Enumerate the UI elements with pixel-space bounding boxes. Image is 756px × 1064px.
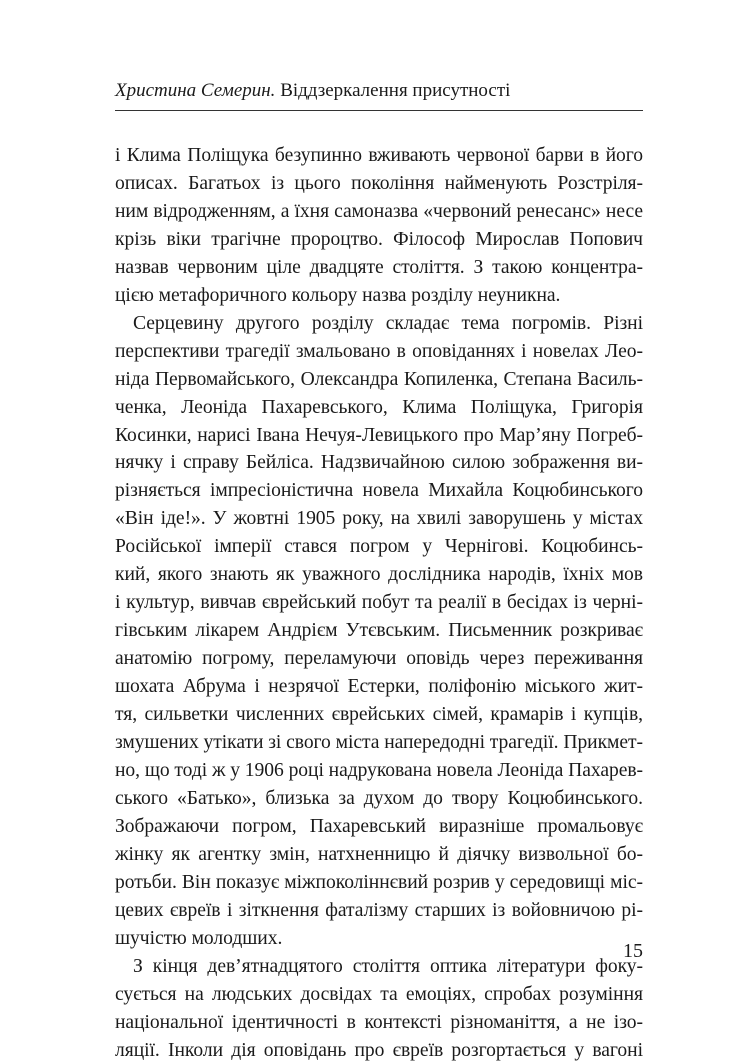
text-line: «Він іде!». У жовтні 1905 року, на хвилі заворушень у містах (115, 505, 643, 533)
body-text (115, 142, 643, 1064)
text-line: Косинки, нарисі Івана Нечуя-Левицького про Мар’яну Погреб- (115, 422, 643, 450)
running-head-author: Христина Семерин. (115, 80, 275, 101)
text-line: гівським лікарем Андрієм Утєвським. Письменник розкриває (115, 617, 643, 645)
text-line: анатомію погрому, переламуючи оповідь через переживання (115, 645, 643, 673)
running-head-title: Віддзеркалення присутності (280, 80, 510, 101)
text-line: жінку як агентку змін, натхненницю й діячку визвольної бо- (115, 841, 643, 869)
text-line: Російської імперії стався погром у Чернігові. Коцюбинсь- (115, 533, 643, 561)
text-line: і культур, вивчав єврейський побут та реалії в бесідах із черні- (115, 589, 643, 617)
text-line: крізь віки трагічне пророцтво. Філософ Мирослав Попович (115, 226, 643, 254)
text-line: шохата Абрума і незрячої Естерки, поліфонію міського жит- (115, 673, 643, 701)
text-line: ніда Первомайського, Олександра Копиленка, Степана Василь- (115, 366, 643, 394)
text-line: ротьби. Він показує міжпоколіннєвий розрив у середовищі міс- (115, 869, 643, 897)
text-line: ним відродженням, а їхня самоназва «червоний ренесанс» несе (115, 198, 643, 226)
text-line: і Клима Поліщука безупинно вживають червоної барви в його (115, 142, 643, 170)
header-rule (115, 110, 643, 111)
text-line: тя, сильветки численних єврейських сімей, крамарів і купців, (115, 701, 643, 729)
text-line: цевих євреїв і зіткнення фаталізму старших із войовничою рі- (115, 897, 643, 925)
paragraph-2 (115, 310, 643, 953)
text-line: но, що тоді ж у 1906 році надрукована новела Леоніда Пахарев- (115, 757, 643, 785)
text-line: ляції. Інколи дія оповідань про євреїв розгортається у вагоні (115, 1037, 643, 1064)
text-line: національної ідентичності в контексті різноманіття, а не ізо- (115, 1009, 643, 1037)
text-line: сується на людських досвідах та емоціях, спробах розуміння (115, 981, 643, 1009)
text-line: нячку і справу Бейліса. Надзвичайною силою зображення ви- (115, 449, 643, 477)
text-line: З кінця дев’ятнадцятого століття оптика літератури фоку- (115, 953, 643, 981)
text-line: ченка, Леоніда Пахаревського, Клима Поліщука, Григорія (115, 394, 643, 422)
text-line: цією метафоричного кольору назва розділу неуникна. (115, 282, 643, 310)
text-line: Зображаючи погром, Пахаревський виразніше промальовує (115, 813, 643, 841)
text-line: перспективи трагедії змальовано в оповіданнях і новелах Лео- (115, 338, 643, 366)
paragraph-3 (115, 953, 643, 1064)
text-line: описах. Багатьох із цього покоління найменують Розстріля- (115, 170, 643, 198)
running-head (115, 78, 643, 104)
text-line: кий, якого знають як уважного дослідника народів, їхніх мов (115, 561, 643, 589)
paragraph-1 (115, 142, 643, 310)
page-number: 15 (623, 938, 643, 964)
text-line: Серцевину другого розділу складає тема погромів. Різні (115, 310, 643, 338)
text-line: ського «Батько», близька за духом до твору Коцюбинського. (115, 785, 643, 813)
text-line: назвав червоним ціле двадцяте століття. З такою концентра- (115, 254, 643, 282)
text-line: змушених утікати зі свого міста напередодні трагедії. Прикмет- (115, 729, 643, 757)
text-line: різняється імпресіоністична новела Михайла Коцюбинського (115, 477, 643, 505)
text-line: шучістю молодших. (115, 925, 643, 953)
